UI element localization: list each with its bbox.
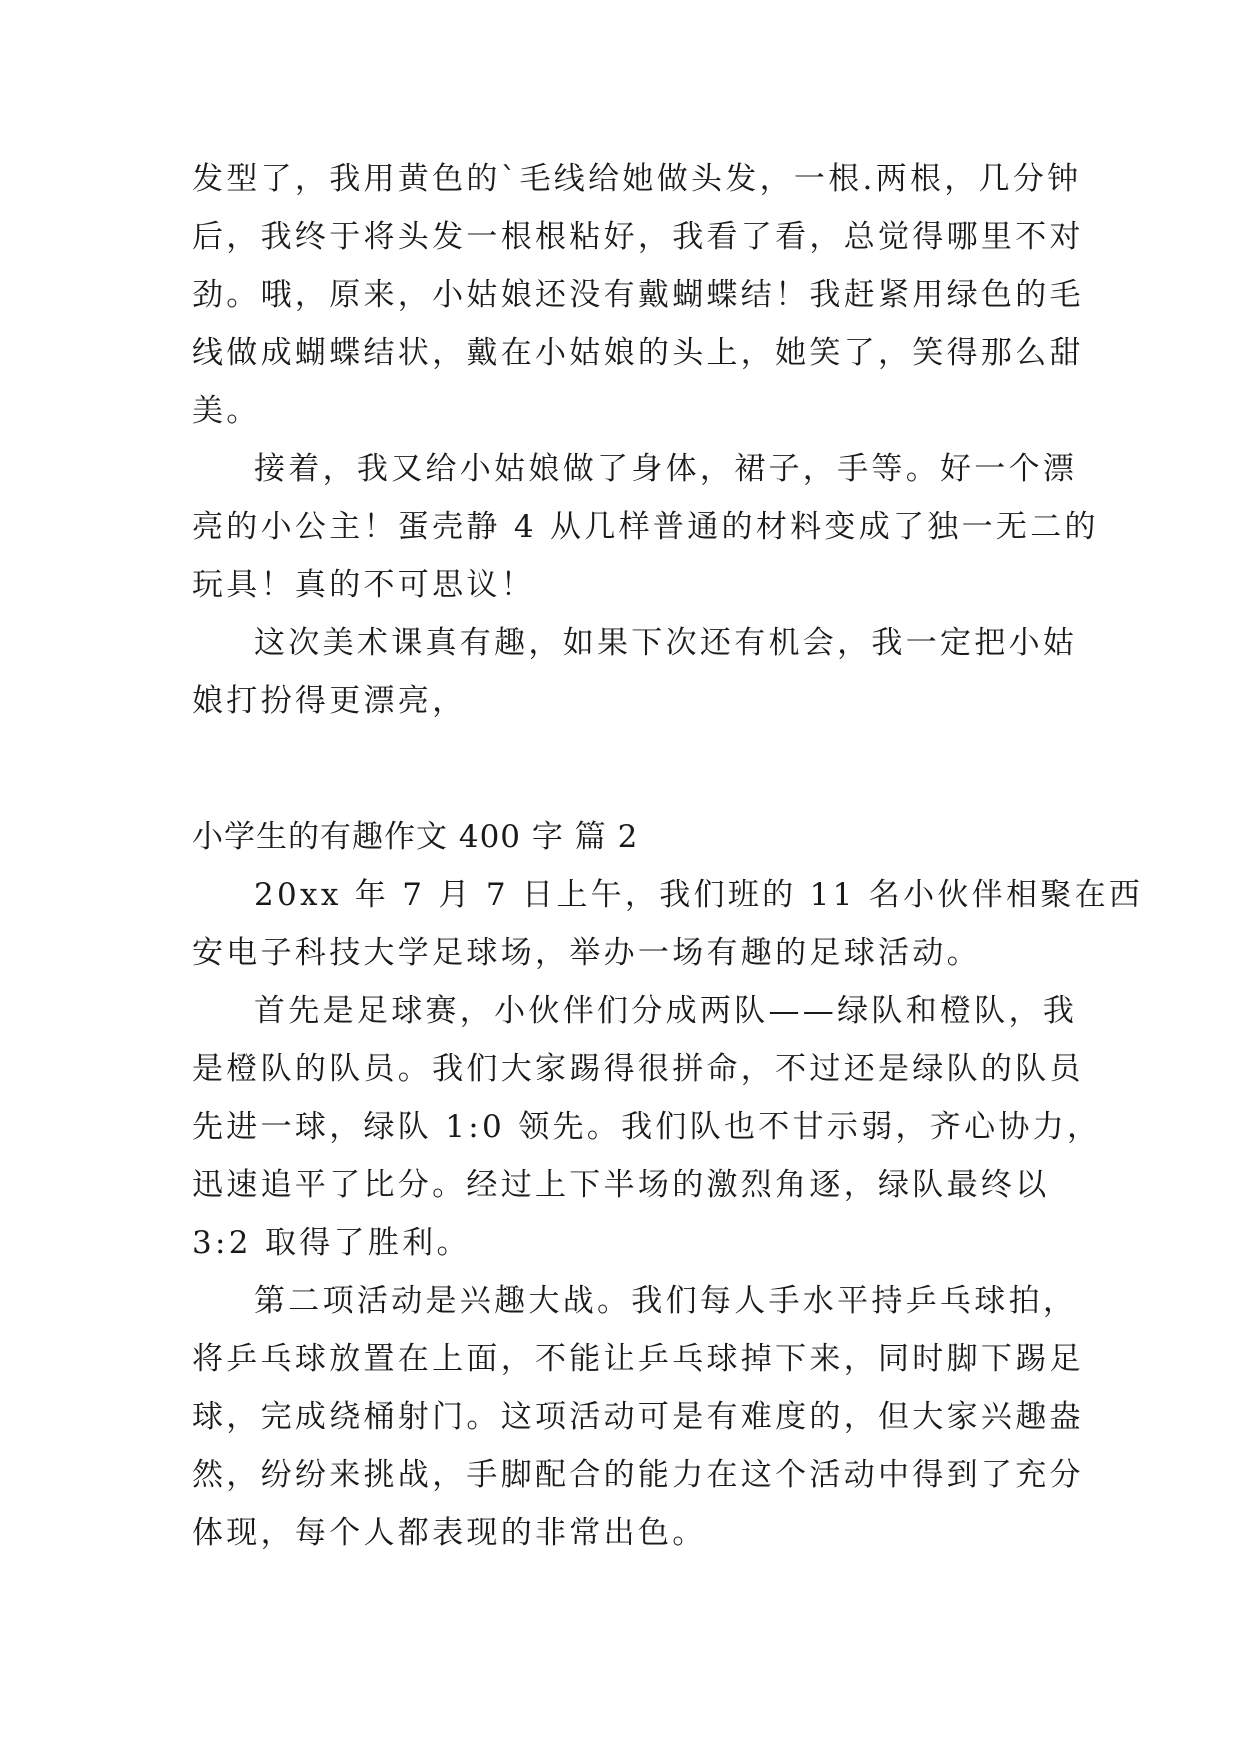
paragraph-line: 球，完成绕桶射门。这项活动可是有难度的，但大家兴趣盎 bbox=[192, 1399, 1084, 1435]
paragraph-line: 是橙队的队员。我们大家踢得很拼命，不过还是绿队的队员 bbox=[192, 1051, 1084, 1087]
paragraph-line: 20xx 年 7 月 7 日上午，我们班的 11 名小伙伴相聚在西 bbox=[254, 877, 1144, 913]
paragraph-line: 后，我终于将头发一根根粘好，我看了看，总觉得哪里不对 bbox=[192, 219, 1084, 255]
paragraph-interest-battle bbox=[192, 1272, 1084, 1562]
paragraph-line: 先进一球，绿队 1:0 领先。我们队也不甘示弱，齐心协力， bbox=[192, 1109, 1102, 1145]
paragraph-line: 劲。哦，原来，小姑娘还没有戴蝴蝶结！我赶紧用绿色的毛 bbox=[192, 277, 1084, 313]
paragraph-line: 美。 bbox=[192, 393, 261, 429]
section-spacer bbox=[192, 730, 1062, 808]
paragraph-line: 安电子科技大学足球场，举办一场有趣的足球活动。 bbox=[192, 935, 981, 971]
paragraph-line: 线做成蝴蝶结状，戴在小姑娘的头上，她笑了，笑得那么甜 bbox=[192, 335, 1084, 371]
paragraph-line: 然，纷纷来挑战，手脚配合的能力在这个活动中得到了充分 bbox=[192, 1457, 1084, 1493]
document-page bbox=[192, 150, 1144, 1562]
paragraph-line: 首先是足球赛，小伙伴们分成两队——绿队和橙队，我 bbox=[254, 993, 1078, 1029]
paragraph-football-match bbox=[192, 982, 1102, 1272]
paragraph-line: 体现，每个人都表现的非常出色。 bbox=[192, 1515, 707, 1551]
paragraph-line: 3:2 取得了胜利。 bbox=[192, 1225, 471, 1261]
paragraph-line: 亮的小公主！蛋壳静 4 从几样普通的材料变成了独一无二的 bbox=[192, 509, 1099, 545]
section-heading: 小学生的有趣作文 400 字 篇 2 bbox=[192, 819, 639, 855]
paragraph-line: 这次美术课真有趣，如果下次还有机会，我一定把小姑 bbox=[254, 625, 1078, 661]
paragraph-art-class bbox=[192, 614, 1078, 730]
paragraph-football-event bbox=[192, 866, 1144, 982]
paragraph-line: 发型了，我用黄色的`毛线给她做头发，一根.两根，几分钟 bbox=[192, 161, 1082, 197]
paragraph-line: 玩具！真的不可思议！ bbox=[192, 567, 535, 603]
paragraph-line: 将乒乓球放置在上面，不能让乒乓球掉下来，同时脚下踢足 bbox=[192, 1341, 1084, 1377]
paragraph-line: 接着，我又给小姑娘做了身体，裙子，手等。好一个漂 bbox=[254, 451, 1078, 487]
paragraph-hair-bow bbox=[192, 150, 1084, 440]
paragraph-line: 第二项活动是兴趣大战。我们每人手水平持乒乓球拍， bbox=[254, 1283, 1078, 1319]
paragraph-princess bbox=[192, 440, 1099, 614]
paragraph-line: 娘打扮得更漂亮， bbox=[192, 683, 467, 719]
paragraph-line: 迅速追平了比分。经过上下半场的激烈角逐，绿队最终以 bbox=[192, 1167, 1050, 1203]
